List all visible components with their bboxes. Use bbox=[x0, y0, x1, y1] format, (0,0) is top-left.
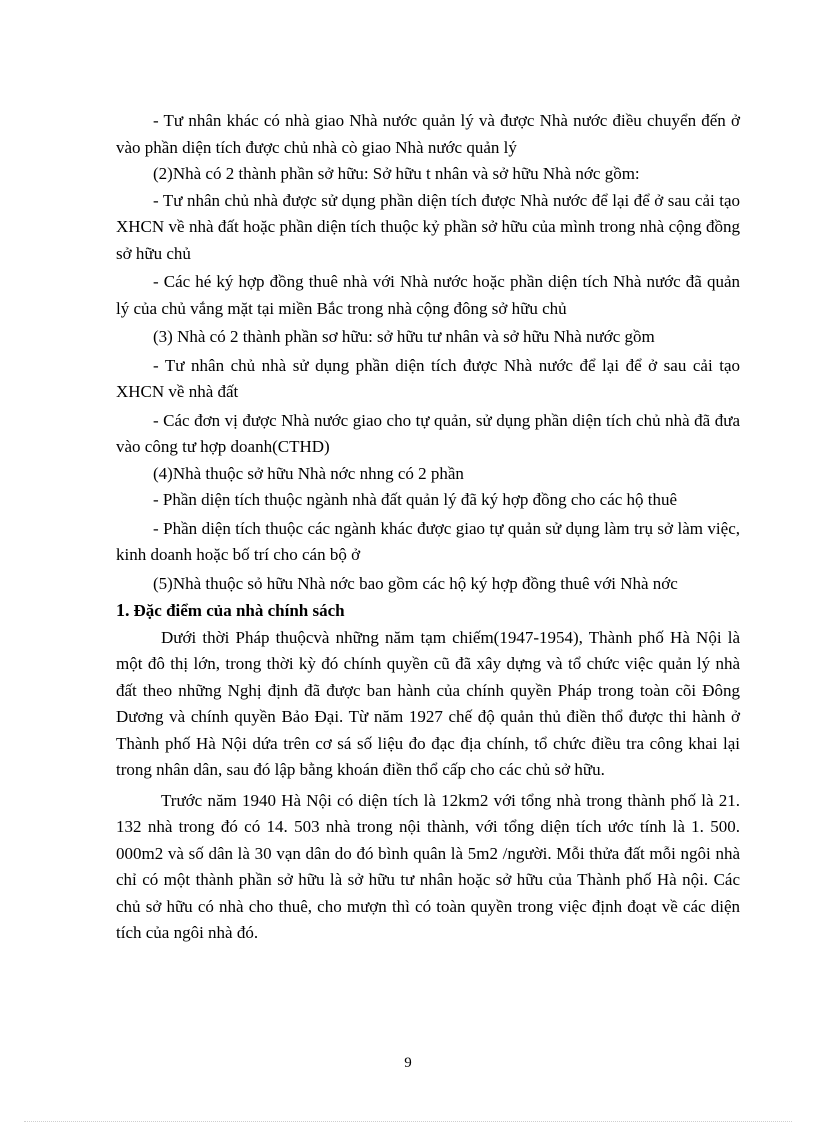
page-bottom-divider bbox=[24, 1121, 792, 1122]
paragraph-owner-retained-area: - Tư nhân chủ nhà được sử dụng phần diện tích được Nhà nước để lại để ở sau cải tạo XHCN về nhà đất hoặc phần diện tích thuộc kỷ phần sở hữu của mình trong nhà cộng đồng sở hữu chủ bbox=[116, 190, 740, 263]
paragraph-transfer-occupants: - Tư nhân khác có nhà giao Nhà nước quản lý và được Nhà nước điều chuyển đến ở vào phần diện tích được chủ nhà cò giao Nhà nước quản lý bbox=[116, 111, 740, 157]
paragraph-two-ownership-types: (2)Nhà có 2 thành phần sở hữu: Sở hữu t nhân và sở hữu Nhà nớc gồm: bbox=[153, 164, 640, 183]
paragraph-self-managed-units: - Các đơn vị được Nhà nước giao cho tự quản, sử dụng phần diện tích chủ nhà đã đưa vào công tư hợp doanh(CTHD) bbox=[116, 410, 740, 456]
paragraph-state-owned-rentals: (5)Nhà thuộc sỏ hữu Nhà nớc bao gồm các hộ ký hợp đồng thuê với Nhà nớc bbox=[153, 573, 678, 593]
paragraph-three-ownership: (3) Nhà có 2 thành phần sơ hữu: sở hữu tư nhân và sở hữu Nhà nước gồm bbox=[153, 327, 655, 346]
paragraph-colonial-period: Dưới thời Pháp thuộcvà những năm tạm chiếm(1947-1954), Thành phố Hà Nội là một đô thị lớn, trong thời kỳ đó chính quyền cũ đã xây dựng và tổ chức việc quản lý nhà đất theo những Nghị định đã được ban hành của chính quyền Pháp trong toàn cõi Đông Dương và chính quyền Bảo Đại. Từ năm 1927 chế độ quản thủ điền thổ được thi hành ở Thành phố Hà Nội dứa trên cơ sá số liệu đo đạc địa chính, tổ chức điều tra công khai lại trong nhân dân, sau đó lập bằng khoán điền thổ cấp cho các chủ sở hữu. bbox=[116, 627, 740, 779]
paragraph-other-sectors-area: - Phần diện tích thuộc các ngành khác được giao tự quản sử dụng làm trụ sở làm việc, kinh doanh hoặc bố trí cho cán bộ ở bbox=[116, 518, 740, 564]
paragraph-rental-contracts: - Các hé ký hợp đồng thuê nhà với Nhà nước hoặc phần diện tích Nhà nước đã quản lý của chủ vắng mặt tại miền Bắc trong nhà cộng đông sở hữu chủ bbox=[116, 272, 740, 318]
page-number: 9 bbox=[404, 1055, 412, 1071]
document-page bbox=[116, 108, 740, 947]
section-heading bbox=[116, 597, 740, 625]
section-number: 1. bbox=[116, 600, 130, 620]
paragraph-state-owned-two-parts: (4)Nhà thuộc sở hữu Nhà nớc nhng có 2 phần bbox=[153, 463, 464, 483]
paragraph-before-1940: Trước năm 1940 Hà Nội có diện tích là 12km2 với tổng nhà trong thành phố là 21. 132 nhà trong đó có 14. 503 nhà trong nội thành, với tổng diện tích ước tính là 1. 500. 000m2 và số dân là 30 vạn dân do đó bình quân là 5m2 /người. Mỗi thửa đất mỗi ngôi nhà chỉ có một thành phần sở hữu là sở hữu tư nhân hoặc sở hữu của Thành phố Hà nội. Các chủ sở hữu có nhà cho thuê, cho mượn thì có toàn quyền trong việc định đoạt về các diện tích của ngôi nhà đó. bbox=[116, 790, 740, 942]
paragraph-owner-after-reform: - Tư nhân chủ nhà sử dụng phần diện tích được Nhà nước để lại để ở sau cải tạo XHCN về nhà đất bbox=[116, 355, 740, 401]
paragraph-housing-sector-area: - Phần diện tích thuộc ngành nhà đất quản lý đã ký hợp đồng cho các hộ thuê bbox=[153, 490, 678, 509]
section-title: Đặc điểm của nhà chính sách bbox=[133, 601, 345, 620]
